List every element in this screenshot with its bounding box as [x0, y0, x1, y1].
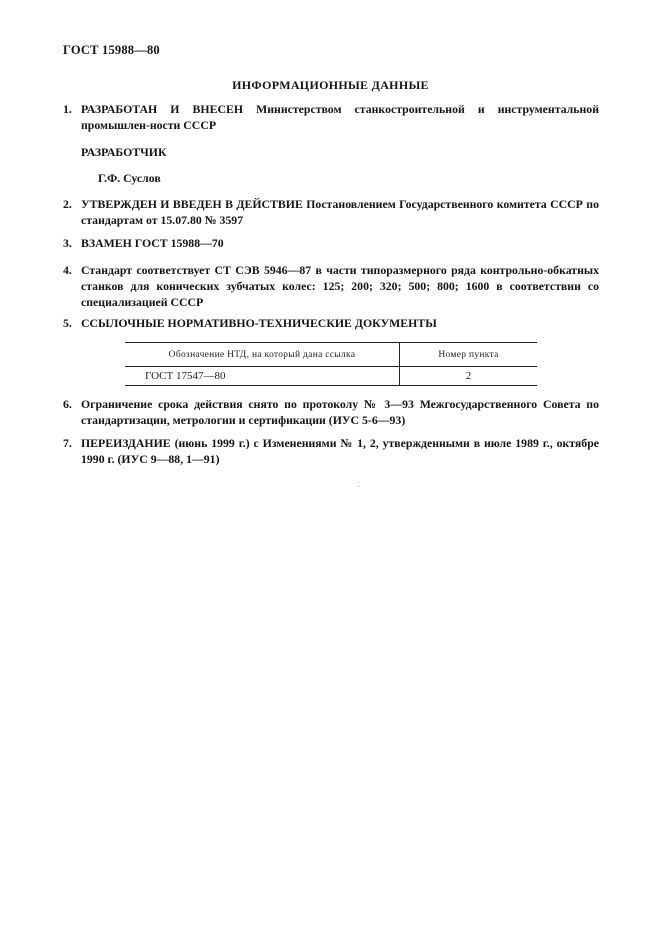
column-header-clause: Номер пункта [400, 343, 538, 367]
info-item-5 [63, 315, 599, 331]
reference-documents-table [125, 342, 537, 386]
item-text [81, 396, 599, 428]
info-item-1 [63, 101, 599, 133]
item-number: 1. [63, 102, 72, 116]
item-text [81, 435, 599, 467]
item-number: 2. [63, 197, 72, 211]
item-text [81, 196, 599, 228]
info-item-6 [63, 396, 599, 428]
item-text [81, 101, 599, 133]
cell-designation: ГОСТ 17547—80 [125, 367, 400, 386]
developer-name: Г.Ф. Суслов [98, 171, 161, 185]
item-lead: ВЗАМЕН ГОСТ 15988—70 [81, 236, 224, 250]
item-body: Стандарт соответствует СТ СЭВ 5946—87 в части типоразмерного ряда контрольно-обкатных станков для конических зубчатых колес: 125; 200; 320; 500; 800; 1600 в соответствии со специализацией СССР [81, 263, 599, 309]
info-item-2 [63, 196, 599, 228]
info-item-3 [63, 235, 599, 251]
item-number: 4. [63, 263, 72, 277]
item-lead: ПЕРЕИЗДАНИЕ [81, 436, 171, 450]
item-lead: УТВЕРЖДЕН И ВВЕДЕН В ДЕЙСТВИЕ [81, 197, 303, 211]
item-lead: ССЫЛОЧНЫЕ НОРМАТИВНО-ТЕХНИЧЕСКИЕ ДОКУМЕНТЫ [81, 316, 437, 330]
item-number: 5. [63, 316, 72, 330]
document-code: ГОСТ 15988—80 [63, 43, 160, 57]
table-row [125, 367, 537, 386]
item-number: 6. [63, 397, 72, 411]
item-body: Министерством станкостроительной и инструментальной промышлен-ности СССР [81, 102, 599, 132]
table-header-row [125, 343, 537, 367]
cell-clause: 2 [400, 367, 538, 386]
item-text [81, 315, 599, 331]
item-number: 7. [63, 436, 72, 450]
scan-speck [358, 486, 359, 487]
info-item-4 [63, 262, 599, 310]
item-number: 3. [63, 236, 72, 250]
item-text [81, 235, 599, 251]
item-body: (июнь 1999 г.) с Изменениями № 1, 2, утвержденными в июле 1989 г., октябре 1990 г. (ИУС 9—88, 1—91) [81, 436, 599, 466]
item-text [81, 262, 599, 310]
section-title: ИНФОРМАЦИОННЫЕ ДАННЫЕ [232, 78, 429, 92]
item-lead: РАЗРАБОТАН И ВНЕСЕН [81, 102, 244, 116]
developer-label: РАЗРАБОТЧИК [81, 145, 167, 159]
column-header-designation: Обозначение НТД, на который дана ссылка [125, 343, 400, 367]
info-item-7 [63, 435, 599, 467]
item-body: Ограничение срока действия снято по протоколу № 3—93 Межгосударственного Совета по стандартизации, метрологии и сертификации (ИУС 5-6—93) [81, 397, 599, 427]
item-body: Постановлением Государственного комитета СССР по стандартам от 15.07.80 № 3597 [81, 197, 599, 227]
